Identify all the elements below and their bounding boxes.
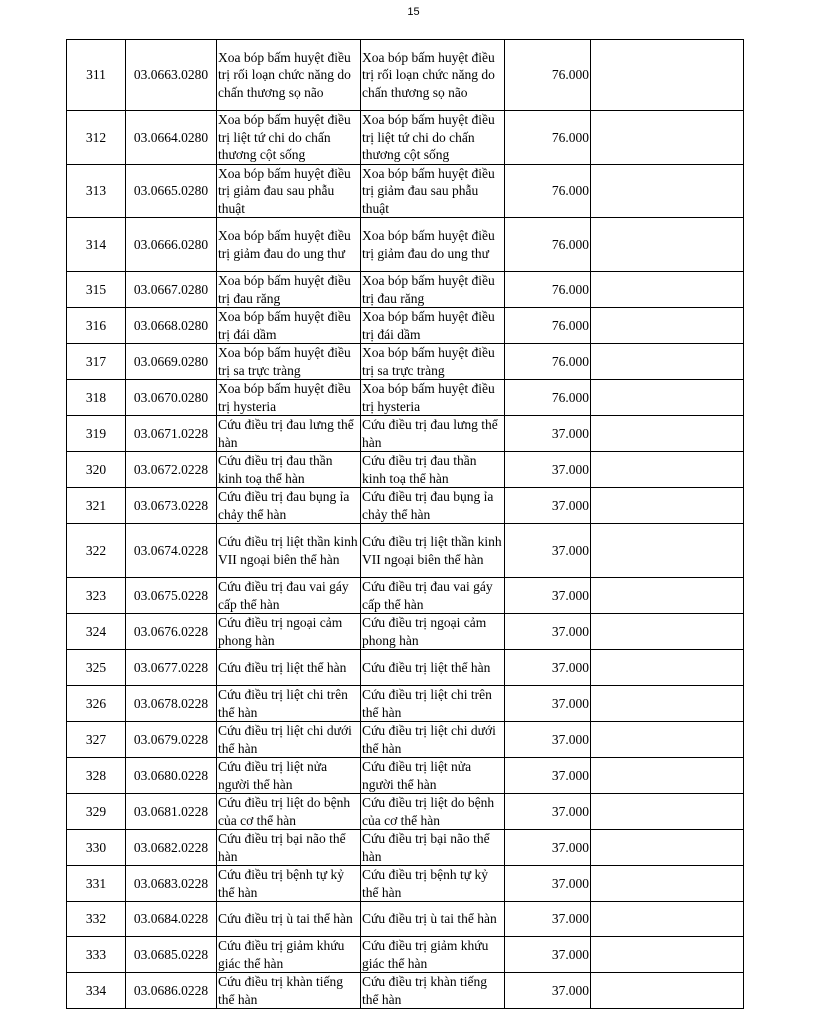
price-cell: 76.000 bbox=[505, 111, 591, 165]
table-row bbox=[67, 40, 744, 111]
service-name: Cứu điều trị liệt chi trên thể hàn bbox=[217, 686, 361, 722]
table-row bbox=[67, 937, 744, 973]
table-row bbox=[67, 111, 744, 165]
service-code: 03.0684.0228 bbox=[126, 902, 217, 937]
price-cell: 37.000 bbox=[505, 488, 591, 524]
service-name-alt: Cứu điều trị liệt thần kinh VII ngoại biên thể hàn bbox=[361, 524, 505, 578]
service-name-alt: Cứu điều trị khàn tiếng thể hàn bbox=[361, 973, 505, 1009]
price-cell: 37.000 bbox=[505, 866, 591, 902]
note-cell bbox=[591, 758, 744, 794]
service-name: Xoa bóp bấm huyệt điều trị đau răng bbox=[217, 272, 361, 308]
service-code: 03.0682.0228 bbox=[126, 830, 217, 866]
table-row bbox=[67, 578, 744, 614]
service-name: Xoa bóp bấm huyệt điều trị giảm đau do ung thư bbox=[217, 218, 361, 272]
service-name: Cứu điều trị đau thần kinh toạ thể hàn bbox=[217, 452, 361, 488]
table-row bbox=[67, 218, 744, 272]
service-code: 03.0677.0228 bbox=[126, 650, 217, 686]
price-cell: 37.000 bbox=[505, 614, 591, 650]
service-code: 03.0683.0228 bbox=[126, 866, 217, 902]
service-name-alt: Cứu điều trị liệt thể hàn bbox=[361, 650, 505, 686]
page-number: 15 bbox=[407, 6, 420, 18]
service-code: 03.0686.0228 bbox=[126, 973, 217, 1009]
note-cell bbox=[591, 380, 744, 416]
note-cell bbox=[591, 488, 744, 524]
service-name-alt: Cứu điều trị đau bụng ỉa chảy thể hàn bbox=[361, 488, 505, 524]
row-number: 318 bbox=[67, 380, 126, 416]
service-name-alt: Cứu điều trị đau thần kinh toạ thể hàn bbox=[361, 452, 505, 488]
service-name: Xoa bóp bấm huyệt điều trị hysteria bbox=[217, 380, 361, 416]
table-row bbox=[67, 830, 744, 866]
price-cell: 37.000 bbox=[505, 902, 591, 937]
service-name-alt: Cứu điều trị liệt do bệnh của cơ thể hàn bbox=[361, 794, 505, 830]
row-number: 317 bbox=[67, 344, 126, 380]
table-row bbox=[67, 272, 744, 308]
price-cell: 37.000 bbox=[505, 650, 591, 686]
service-code: 03.0663.0280 bbox=[126, 40, 217, 111]
service-name-alt: Cứu điều trị liệt nửa người thể hàn bbox=[361, 758, 505, 794]
table-row bbox=[67, 973, 744, 1009]
service-code: 03.0666.0280 bbox=[126, 218, 217, 272]
row-number: 320 bbox=[67, 452, 126, 488]
service-name: Cứu điều trị liệt thể hàn bbox=[217, 650, 361, 686]
price-cell: 37.000 bbox=[505, 722, 591, 758]
row-number: 323 bbox=[67, 578, 126, 614]
service-name-alt: Cứu điều trị ù tai thể hàn bbox=[361, 902, 505, 937]
row-number: 334 bbox=[67, 973, 126, 1009]
table-row bbox=[67, 452, 744, 488]
service-code: 03.0670.0280 bbox=[126, 380, 217, 416]
service-name-alt: Cứu điều trị đau vai gáy cấp thể hàn bbox=[361, 578, 505, 614]
note-cell bbox=[591, 650, 744, 686]
price-cell: 76.000 bbox=[505, 164, 591, 218]
service-code: 03.0668.0280 bbox=[126, 308, 217, 344]
table-row bbox=[67, 380, 744, 416]
service-code: 03.0681.0228 bbox=[126, 794, 217, 830]
row-number: 314 bbox=[67, 218, 126, 272]
service-code: 03.0667.0280 bbox=[126, 272, 217, 308]
table-row bbox=[67, 794, 744, 830]
note-cell bbox=[591, 830, 744, 866]
row-number: 328 bbox=[67, 758, 126, 794]
row-number: 332 bbox=[67, 902, 126, 937]
table-body bbox=[67, 40, 744, 1009]
service-name-alt: Cứu điều trị ngoại cảm phong hàn bbox=[361, 614, 505, 650]
service-name: Xoa bóp bấm huyệt điều trị đái dầm bbox=[217, 308, 361, 344]
service-code: 03.0669.0280 bbox=[126, 344, 217, 380]
service-name: Cứu điều trị liệt nửa người thể hàn bbox=[217, 758, 361, 794]
table-row bbox=[67, 650, 744, 686]
price-cell: 37.000 bbox=[505, 937, 591, 973]
row-number: 311 bbox=[67, 40, 126, 111]
service-code: 03.0673.0228 bbox=[126, 488, 217, 524]
note-cell bbox=[591, 40, 744, 111]
price-cell: 37.000 bbox=[505, 452, 591, 488]
price-cell: 76.000 bbox=[505, 272, 591, 308]
row-number: 326 bbox=[67, 686, 126, 722]
service-code: 03.0680.0228 bbox=[126, 758, 217, 794]
row-number: 325 bbox=[67, 650, 126, 686]
table-row bbox=[67, 902, 744, 937]
service-name: Cứu điều trị giảm khứu giác thể hàn bbox=[217, 937, 361, 973]
service-name-alt: Cứu điều trị đau lưng thể hàn bbox=[361, 416, 505, 452]
service-name: Cứu điều trị đau vai gáy cấp thể hàn bbox=[217, 578, 361, 614]
note-cell bbox=[591, 111, 744, 165]
service-code: 03.0674.0228 bbox=[126, 524, 217, 578]
price-cell: 37.000 bbox=[505, 416, 591, 452]
table-row bbox=[67, 722, 744, 758]
service-name: Xoa bóp bấm huyệt điều trị liệt tứ chi do chấn thương cột sống bbox=[217, 111, 361, 165]
note-cell bbox=[591, 344, 744, 380]
row-number: 313 bbox=[67, 164, 126, 218]
note-cell bbox=[591, 614, 744, 650]
row-number: 319 bbox=[67, 416, 126, 452]
service-name-alt: Xoa bóp bấm huyệt điều trị sa trực tràng bbox=[361, 344, 505, 380]
service-name: Cứu điều trị đau bụng ỉa chảy thể hàn bbox=[217, 488, 361, 524]
service-name-alt: Xoa bóp bấm huyệt điều trị liệt tứ chi do chấn thương cột sống bbox=[361, 111, 505, 165]
service-name-alt: Cứu điều trị liệt chi trên thể hàn bbox=[361, 686, 505, 722]
table-row bbox=[67, 758, 744, 794]
note-cell bbox=[591, 272, 744, 308]
price-cell: 76.000 bbox=[505, 218, 591, 272]
table-row bbox=[67, 416, 744, 452]
service-name: Cứu điều trị liệt chi dưới thể hàn bbox=[217, 722, 361, 758]
row-number: 327 bbox=[67, 722, 126, 758]
note-cell bbox=[591, 686, 744, 722]
price-cell: 37.000 bbox=[505, 578, 591, 614]
row-number: 329 bbox=[67, 794, 126, 830]
row-number: 321 bbox=[67, 488, 126, 524]
price-cell: 37.000 bbox=[505, 794, 591, 830]
row-number: 316 bbox=[67, 308, 126, 344]
service-name: Cứu điều trị bại não thể hàn bbox=[217, 830, 361, 866]
note-cell bbox=[591, 722, 744, 758]
service-code: 03.0685.0228 bbox=[126, 937, 217, 973]
price-cell: 37.000 bbox=[505, 973, 591, 1009]
service-name: Cứu điều trị khàn tiếng thể hàn bbox=[217, 973, 361, 1009]
note-cell bbox=[591, 794, 744, 830]
price-cell: 37.000 bbox=[505, 830, 591, 866]
service-name: Cứu điều trị liệt do bệnh của cơ thể hàn bbox=[217, 794, 361, 830]
note-cell bbox=[591, 218, 744, 272]
row-number: 315 bbox=[67, 272, 126, 308]
service-code: 03.0676.0228 bbox=[126, 614, 217, 650]
note-cell bbox=[591, 416, 744, 452]
service-code: 03.0665.0280 bbox=[126, 164, 217, 218]
service-code: 03.0671.0228 bbox=[126, 416, 217, 452]
table-row bbox=[67, 344, 744, 380]
row-number: 331 bbox=[67, 866, 126, 902]
service-code: 03.0664.0280 bbox=[126, 111, 217, 165]
table-row bbox=[67, 524, 744, 578]
price-table bbox=[66, 39, 744, 1009]
price-cell: 37.000 bbox=[505, 758, 591, 794]
note-cell bbox=[591, 973, 744, 1009]
service-name: Cứu điều trị ngoại cảm phong hàn bbox=[217, 614, 361, 650]
note-cell bbox=[591, 524, 744, 578]
price-cell: 37.000 bbox=[505, 524, 591, 578]
service-name: Cứu điều trị bệnh tự kỷ thể hàn bbox=[217, 866, 361, 902]
price-cell: 76.000 bbox=[505, 40, 591, 111]
service-name-alt: Cứu điều trị bại não thể hàn bbox=[361, 830, 505, 866]
note-cell bbox=[591, 452, 744, 488]
service-name: Xoa bóp bấm huyệt điều trị giảm đau sau phẫu thuật bbox=[217, 164, 361, 218]
service-name: Cứu điều trị đau lưng thể hàn bbox=[217, 416, 361, 452]
note-cell bbox=[591, 164, 744, 218]
service-code: 03.0679.0228 bbox=[126, 722, 217, 758]
service-name: Cứu điều trị ù tai thể hàn bbox=[217, 902, 361, 937]
price-cell: 37.000 bbox=[505, 686, 591, 722]
table-row bbox=[67, 164, 744, 218]
note-cell bbox=[591, 308, 744, 344]
row-number: 312 bbox=[67, 111, 126, 165]
note-cell bbox=[591, 937, 744, 973]
service-name: Cứu điều trị liệt thần kinh VII ngoại biên thể hàn bbox=[217, 524, 361, 578]
service-name-alt: Xoa bóp bấm huyệt điều trị giảm đau sau phẫu thuật bbox=[361, 164, 505, 218]
row-number: 324 bbox=[67, 614, 126, 650]
service-name-alt: Cứu điều trị giảm khứu giác thể hàn bbox=[361, 937, 505, 973]
service-code: 03.0678.0228 bbox=[126, 686, 217, 722]
service-name-alt: Xoa bóp bấm huyệt điều trị hysteria bbox=[361, 380, 505, 416]
service-name-alt: Xoa bóp bấm huyệt điều trị giảm đau do ung thư bbox=[361, 218, 505, 272]
price-cell: 76.000 bbox=[505, 344, 591, 380]
table-row bbox=[67, 614, 744, 650]
table-row bbox=[67, 488, 744, 524]
table-row bbox=[67, 866, 744, 902]
note-cell bbox=[591, 866, 744, 902]
row-number: 322 bbox=[67, 524, 126, 578]
service-name-alt: Xoa bóp bấm huyệt điều trị rối loạn chức năng do chấn thương sọ não bbox=[361, 40, 505, 111]
price-cell: 76.000 bbox=[505, 308, 591, 344]
service-name: Xoa bóp bấm huyệt điều trị sa trực tràng bbox=[217, 344, 361, 380]
service-name-alt: Cứu điều trị bệnh tự kỷ thể hàn bbox=[361, 866, 505, 902]
row-number: 333 bbox=[67, 937, 126, 973]
service-name-alt: Cứu điều trị liệt chi dưới thể hàn bbox=[361, 722, 505, 758]
service-name-alt: Xoa bóp bấm huyệt điều trị đái dầm bbox=[361, 308, 505, 344]
service-name: Xoa bóp bấm huyệt điều trị rối loạn chức năng do chấn thương sọ não bbox=[217, 40, 361, 111]
row-number: 330 bbox=[67, 830, 126, 866]
table-row bbox=[67, 686, 744, 722]
service-code: 03.0675.0228 bbox=[126, 578, 217, 614]
service-code: 03.0672.0228 bbox=[126, 452, 217, 488]
price-cell: 76.000 bbox=[505, 380, 591, 416]
table-row bbox=[67, 308, 744, 344]
note-cell bbox=[591, 902, 744, 937]
service-name-alt: Xoa bóp bấm huyệt điều trị đau răng bbox=[361, 272, 505, 308]
note-cell bbox=[591, 578, 744, 614]
